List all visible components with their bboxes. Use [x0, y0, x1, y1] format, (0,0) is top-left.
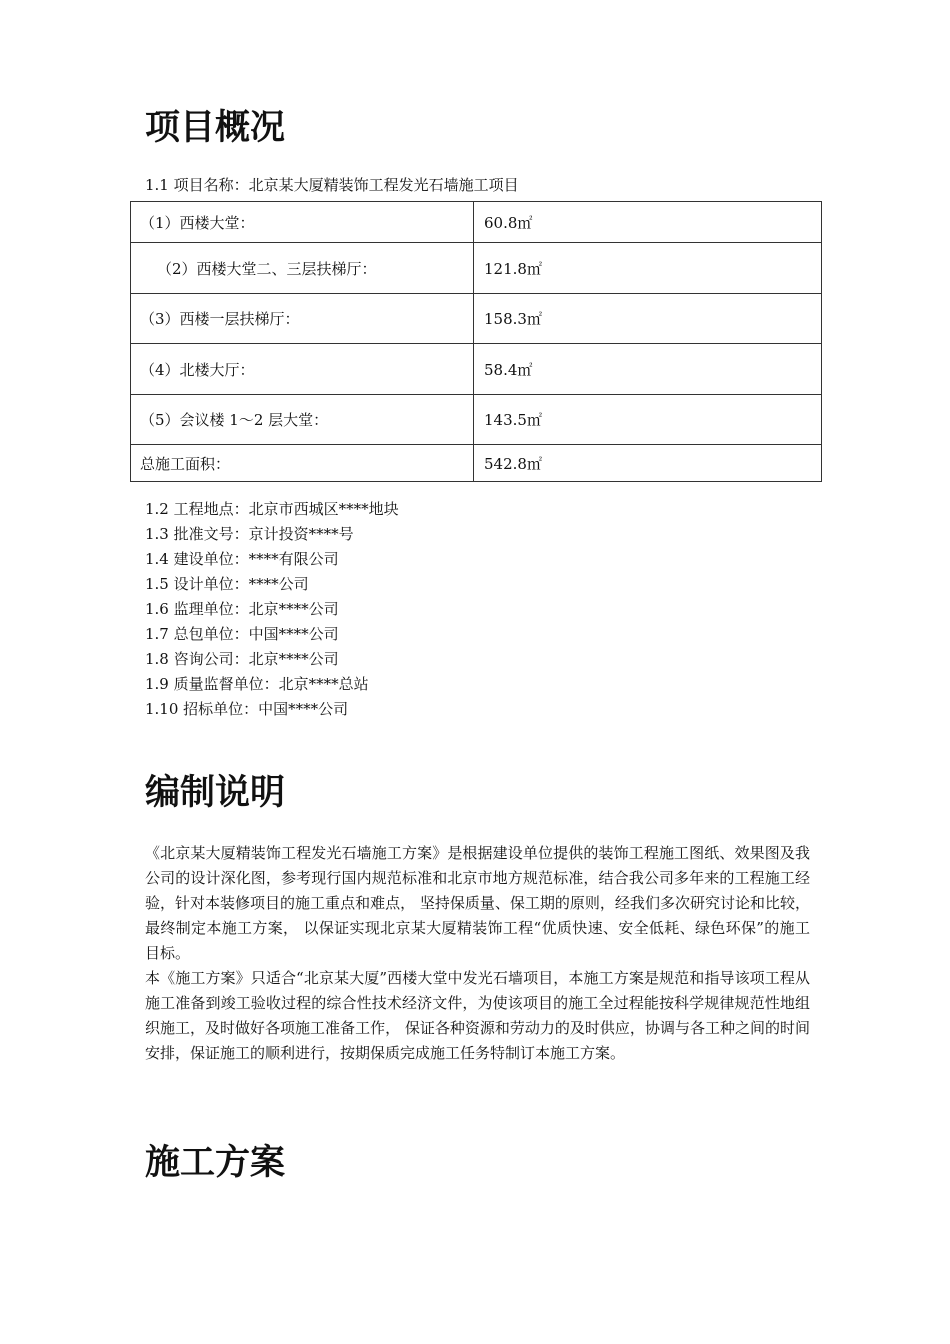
area-label: （5）会议楼 1～2 层大堂：	[131, 395, 474, 445]
area-value: 158.3㎡	[474, 294, 822, 344]
info-item: 1.3 批准文号：京计投资****号	[145, 525, 354, 543]
area-total-label: 总施工面积：	[131, 445, 474, 482]
info-item: 1.10 招标单位：中国****公司	[145, 700, 349, 718]
area-label: （3）西楼一层扶梯厅：	[131, 294, 474, 344]
info-item: 1.6 监理单位：北京****公司	[145, 600, 339, 618]
paragraph: 《北京某大厦精装饰工程发光石墙施工方案》是根据建设单位提供的装饰工程施工图纸、效果图及我公司的设计深化图，参考现行国内规范标准和北京市地方规范标准，结合我公司多年来的工程施工经验，针对本装修项目的施工重点和难点， 坚持保质量、保工期的原则，经我们多次研究讨论和比较，最终制定本施工方案， 以保证实现北京某大厦精装饰工程“优质快速、安全低耗、绿色环保”的施工目标。	[145, 844, 810, 962]
table-row	[131, 294, 822, 344]
table-row	[131, 395, 822, 445]
heading-project-overview: 项目概况	[145, 108, 286, 148]
area-value: 58.4㎡	[474, 344, 822, 395]
info-item: 1.8 咨询公司：北京****公司	[145, 650, 339, 668]
table-row	[131, 344, 822, 395]
info-item: 1.5 设计单位：****公司	[145, 575, 309, 593]
info-item: 1.4 建设单位：****有限公司	[145, 550, 339, 568]
area-label: （1）西楼大堂：	[131, 202, 474, 243]
area-total-value: 542.8㎡	[474, 445, 822, 482]
heading-compilation-notes: 编制说明	[145, 773, 286, 813]
heading-construction-plan: 施工方案	[145, 1143, 286, 1183]
project-name-line: 1.1 项目名称：北京某大厦精装饰工程发光石墙施工项目	[145, 176, 519, 194]
area-value: 121.8㎡	[474, 243, 822, 294]
info-item: 1.2 工程地点：北京市西城区****地块	[145, 500, 399, 518]
table-row	[131, 243, 822, 294]
area-label: （2）西楼大堂二、三层扶梯厅：	[131, 243, 474, 294]
table-row	[131, 202, 822, 243]
paragraph: 本《施工方案》只适合“北京某大厦”西楼大堂中发光石墙项目，本施工方案是规范和指导该项工程从施工准备到竣工验收过程的综合性技术经济文件，为使该项目的施工全过程能按科学规律规范性地组织施工，及时做好各项施工准备工作， 保证各种资源和劳动力的及时供应，协调与各工种之间的时间安排，保证施工的顺利进行，按期保质完成施工任务特制订本施工方案。	[145, 969, 810, 1062]
compilation-notes-body	[145, 841, 810, 1066]
area-label: （4）北楼大厅：	[131, 344, 474, 395]
area-table	[130, 201, 822, 482]
table-row	[131, 445, 822, 482]
info-item: 1.9 质量监督单位：北京****总站	[145, 675, 369, 693]
area-value: 60.8㎡	[474, 202, 822, 243]
info-item: 1.7 总包单位：中国****公司	[145, 625, 339, 643]
area-value: 143.5㎡	[474, 395, 822, 445]
